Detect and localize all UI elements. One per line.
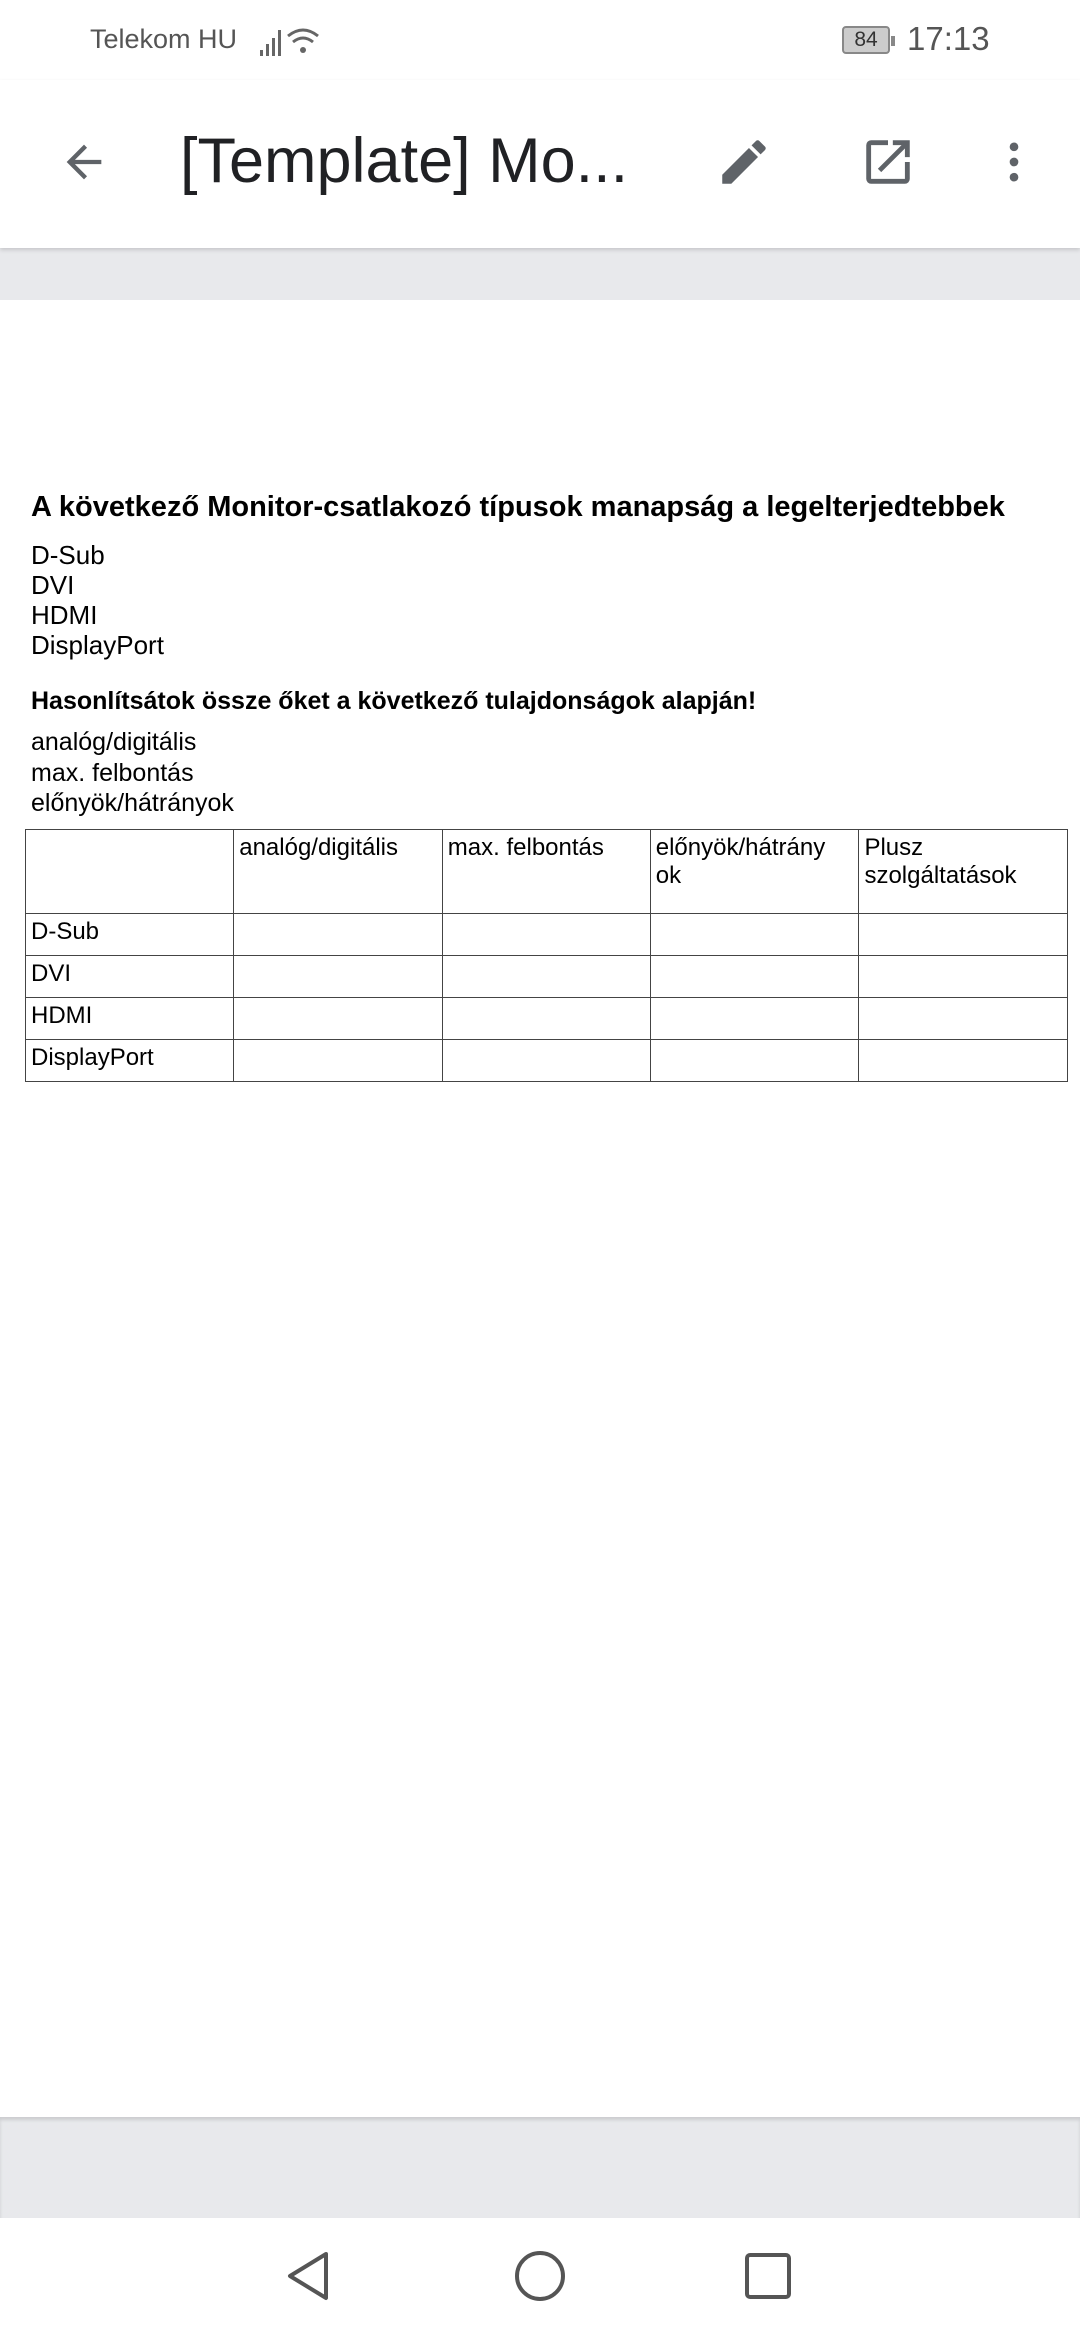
empty-cell (859, 956, 1068, 998)
connector-item: HDMI (31, 600, 98, 630)
battery-icon: 84 (842, 26, 890, 54)
pencil-icon (715, 133, 773, 191)
table-header-row (26, 830, 1068, 914)
header-cell: analóg/digitális (234, 830, 443, 914)
row-label: HDMI (26, 998, 234, 1040)
nav-recents-icon[interactable] (738, 2246, 798, 2306)
property-item: előnyök/hátrányok (31, 789, 234, 817)
back-button[interactable] (52, 130, 116, 194)
document-page[interactable] (0, 300, 1080, 2117)
document-title: [Template] Mo... (180, 126, 629, 196)
empty-cell (234, 956, 443, 998)
empty-cell (442, 1040, 650, 1082)
property-item: max. felbontás (31, 759, 194, 787)
header-cell: max. felbontás (442, 830, 650, 914)
more-vert-icon (988, 136, 1040, 188)
heading-compare: Hasonlítsátok össze őket a következő tulajdonságok alapján! (31, 687, 757, 715)
row-label: DisplayPort (26, 1040, 234, 1082)
comparison-table (25, 829, 1068, 1082)
empty-cell (234, 914, 443, 956)
open-in-new-icon (859, 133, 917, 191)
empty-cell (234, 1040, 443, 1082)
header-cell (26, 830, 234, 914)
empty-cell (650, 998, 859, 1040)
connector-item: D-Sub (31, 540, 105, 570)
status-bar (0, 0, 1080, 80)
clock: 17:13 (907, 20, 990, 57)
empty-cell (859, 914, 1068, 956)
empty-cell (442, 914, 650, 956)
empty-cell (650, 956, 859, 998)
navigation-bar (0, 2218, 1080, 2340)
connector-item: DVI (31, 570, 75, 600)
row-label: DVI (26, 956, 234, 998)
header-cell: Plusz szolgáltatások (859, 830, 1068, 914)
empty-cell (442, 998, 650, 1040)
connector-item: DisplayPort (31, 630, 164, 660)
table-row (26, 1040, 1068, 1082)
row-label: D-Sub (26, 914, 234, 956)
empty-cell (650, 914, 859, 956)
more-options-button[interactable] (982, 130, 1046, 194)
table-row (26, 998, 1068, 1040)
heading-connectors: A következő Monitor-csatlakozó típusok manapság a legelterjedtebbek (31, 491, 1005, 523)
nav-home-icon[interactable] (510, 2246, 570, 2306)
edit-button[interactable] (712, 130, 776, 194)
empty-cell (442, 956, 650, 998)
empty-cell (859, 1040, 1068, 1082)
table-row (26, 956, 1068, 998)
empty-cell (859, 998, 1068, 1040)
open-external-button[interactable] (856, 130, 920, 194)
table-row (26, 914, 1068, 956)
arrow-left-icon (58, 136, 110, 188)
nav-back-icon[interactable] (278, 2246, 338, 2306)
header-cell: előnyök/hátrány ok (650, 830, 859, 914)
app-bar (0, 80, 1080, 248)
signal-wifi-icon (258, 24, 338, 60)
page-gap-bottom (0, 2117, 1080, 2218)
carrier-name: Telekom HU (90, 24, 238, 54)
empty-cell (234, 998, 443, 1040)
empty-cell (650, 1040, 859, 1082)
property-item: analóg/digitális (31, 728, 197, 756)
page-gap (0, 248, 1080, 300)
